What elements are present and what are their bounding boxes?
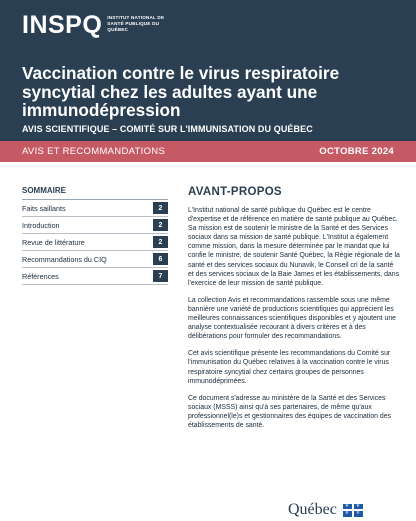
toc-item-label: Introduction — [22, 220, 60, 230]
section-title: AVANT-PROPOS — [188, 186, 282, 198]
avant-propos-section — [188, 186, 400, 438]
collection-label: AVIS ET RECOMMANDATIONS — [22, 146, 166, 157]
toc-item-references[interactable] — [22, 268, 168, 285]
toc-item-faits-saillants[interactable] — [22, 200, 168, 217]
paragraph-avis: Cet avis scientifique présente les recommandations du Comité sur l'immunisation du Québec relatives à la vaccination contre le virus respiratoire syncytial chez certains groupes de personnes immunodéprimées. — [188, 350, 391, 385]
paragraph-audience: Ce document s'adresse au ministère de la Santé et des Services sociaux (MSSS) ainsi qu'à ses partenaires, de même qu'aux professionnel(le)s et gestionnaires des équipes de vaccination des établissements de santé. — [188, 394, 392, 429]
fleur-de-lis-flag-icon: ⚜ ⚜ ⚜ ⚜ — [343, 504, 363, 517]
quebec-logo — [288, 501, 363, 519]
paragraph-mission: L'Institut national de santé publique du Québec est le centre d'expertise et de référence en matière de santé publique au Québec. Sa mission est de soutenir le ministre de la Santé et des Services sociaux dans sa mission de santé publique. L'Institut a également comme mission, dans la mesure déterminée par le mandat que lui confie le ministre, de soutenir Santé Québec, la Régie régionale de la santé et des services sociaux du Nunavik, le Conseil cri de la santé et des services sociaux de la Baie James et les établissements, dans l'exercice de leur mission de santé publique. — [188, 207, 400, 287]
toc-item-recommandations[interactable] — [22, 251, 168, 268]
document-subtitle: AVIS SCIENTIFIQUE – COMITÉ SUR L'IMMUNISATION DU QUÉBEC — [22, 124, 313, 134]
logo-word: INSPQ — [22, 11, 103, 39]
quebec-wordmark: Québec — [288, 501, 337, 518]
toc-page-badge: 7 — [153, 270, 168, 282]
inspq-logo — [22, 13, 167, 38]
toc-page-badge: 6 — [153, 253, 168, 265]
toc-item-label: Références — [22, 271, 59, 281]
toc-title: SOMMAIRE — [22, 186, 168, 200]
toc-item-label: Revue de littérature — [22, 237, 85, 247]
document-title: Vaccination contre le virus respiratoire syncytial chez les adultes ayant une immunodépression — [22, 63, 340, 120]
paragraph-collection: La collection Avis et recommandations rassemble sous une même bannière une variété de productions scientifiques qui apprécient les meilleures connaissances scientifiques disponibles et y ajoutent une analyse contextualisée recourant à divers critères et à des délibérations pour formuler des recommandations. — [188, 296, 396, 341]
toc-item-introduction[interactable] — [22, 217, 168, 234]
toc-item-revue-litterature[interactable] — [22, 234, 168, 251]
logo-subtitle: INSTITUT NATIONAL DE SANTÉ PUBLIQUE DU QUÉBEC — [107, 15, 165, 32]
toc-item-label: Recommandations du CIQ — [22, 254, 107, 264]
cover-header — [0, 0, 416, 162]
collection-band — [0, 141, 416, 162]
toc-page-badge: 2 — [153, 236, 168, 248]
table-of-contents — [22, 186, 168, 285]
toc-page-badge: 2 — [153, 219, 168, 231]
publication-date: OCTOBRE 2024 — [319, 146, 394, 157]
toc-page-badge: 2 — [153, 202, 168, 214]
toc-item-label: Faits saillants — [22, 203, 66, 213]
